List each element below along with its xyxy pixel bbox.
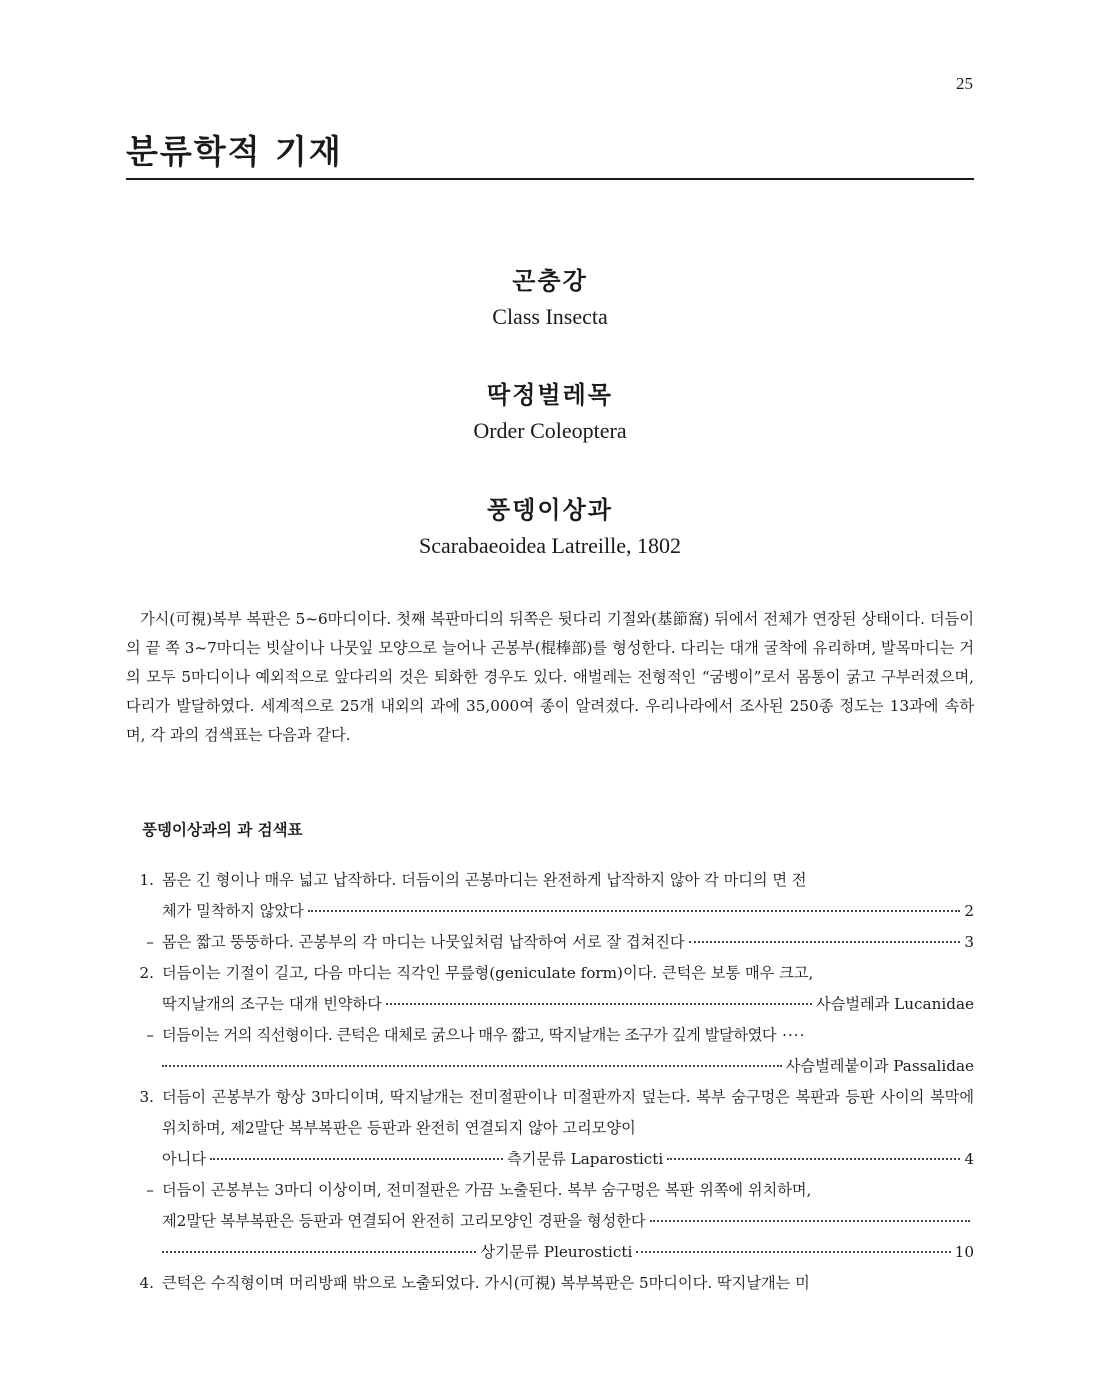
key-marker: – xyxy=(146,933,154,951)
dot-leader xyxy=(308,910,961,912)
superfamily-name-ko: 풍뎅이상과 xyxy=(487,495,613,524)
key-result: 사슴벌레붙이과 Passalidae xyxy=(785,1057,974,1075)
key-result: 10 xyxy=(954,1243,974,1261)
key-marker: 2. xyxy=(139,964,154,982)
key-text: 더듬이는 기절이 길고, 다음 마디는 직각인 무릎형(geniculate form)이다. 큰턱은 보통 매우 크고, xyxy=(162,964,814,982)
key-lead: 더듬이는 거의 직선형이다. 큰턱은 대체로 굵으나 매우 짧고, 딱지날개는 조구가 깊게 발달하였다 xyxy=(162,1026,777,1044)
key-entry-3 xyxy=(126,1082,974,1175)
key-marker: – xyxy=(146,1026,154,1044)
dot-leader xyxy=(210,1158,503,1160)
key-entry-1 xyxy=(126,865,974,927)
key-entry-4 xyxy=(126,1268,974,1299)
key-lead: 몸은 짧고 뚱뚱하다. 곤봉부의 각 마디는 나뭇잎처럼 납작하여 서로 잘 겹쳐진다 xyxy=(162,933,685,951)
page-number: 25 xyxy=(956,74,973,93)
key-result: 2 xyxy=(964,902,974,920)
key-marker: 1. xyxy=(139,871,154,889)
key-text: 더듬이 곤봉부가 항상 3마디이며, 딱지날개는 전미절판이나 미절판까지 덮는다. 복부 숨구멍은 복판과 등판 사이의 복막에 위치하며, 제2말단 복부복판은 등판과 완전히 연결되지 않아 고리모양이 xyxy=(162,1088,974,1137)
key-entry-1b xyxy=(126,927,974,958)
key-result: 사슴벌레과 Lucanidae xyxy=(815,995,974,1013)
key-text: 더듬이 곤봉부는 3마디 이상이며, 전미절판은 가끔 노출된다. 복부 숨구멍은 복판 위쪽에 위치하며, xyxy=(162,1181,812,1199)
key-title: 풍뎅이상과의 과 검색표 xyxy=(142,820,303,839)
dot-leader xyxy=(162,1251,476,1253)
dot-leader xyxy=(689,941,961,943)
order-heading xyxy=(126,380,974,446)
superfamily-heading xyxy=(126,495,974,561)
key-group: 상기문류 Pleurosticti xyxy=(480,1243,633,1261)
class-name-ko: 곤충강 xyxy=(512,266,588,295)
dot-leader xyxy=(162,1065,782,1067)
class-name-en: Class Insecta xyxy=(492,304,608,329)
dot-leader xyxy=(636,1251,950,1253)
key-lead: 딱지날개의 조구는 대개 빈약하다 xyxy=(162,995,382,1013)
key-text: 몸은 긴 형이나 매우 넓고 납작하다. 더듬이의 곤봉마디는 완전하게 납작하지 않아 각 마디의 면 전 xyxy=(162,871,807,889)
key-text: 큰턱은 수직형이며 머리방패 밖으로 노출되었다. 가시(可視) 복부복판은 5마디이다. 딱지날개는 미 xyxy=(162,1274,810,1292)
dot-leader xyxy=(650,1220,970,1222)
key-marker: 4. xyxy=(139,1274,154,1292)
dot-leader xyxy=(667,1158,960,1160)
key-result: 4 xyxy=(964,1150,974,1168)
key-group: 측기문류 Laparosticti xyxy=(507,1150,664,1168)
key-entry-3b xyxy=(126,1175,974,1268)
key-entry-2 xyxy=(126,958,974,1020)
dot-leader xyxy=(386,1003,812,1005)
identification-key xyxy=(126,865,974,1299)
key-marker: 3. xyxy=(139,1088,154,1106)
key-lead: 체가 밀착하지 않았다 xyxy=(162,902,304,920)
key-marker: – xyxy=(146,1181,154,1199)
intro-paragraph: 가시(可視)복부 복판은 5~6마디이다. 첫째 복판마디의 뒤쪽은 뒷다리 기절와(基節窩) 뒤에서 전체가 연장된 상태이다. 더듬이의 끝 쪽 3~7마디는 빗살이나 나뭇잎 모양으로 늘어나 곤봉부(棍棒部)를 형성한다. 다리는 대개 굴착에 유리하며, 발목마디는 거의 모두 5마디이나 예외적으로 앞다리의 것은 퇴화한 경우도 있다. 애벌레는 전형적인 “굼벵이”로서 몸통이 굵고 구부러졌으며, 다리가 발달하였다. 세계적으로 25개 내외의 과에 35,000여 종이 알려졌다. 우리나라에서 조사된 250종 정도는 13과에 속하며, 각 과의 검색표는 다음과 같다. xyxy=(126,610,974,744)
order-name-ko: 딱정벌레목 xyxy=(487,380,613,409)
key-result: 3 xyxy=(964,933,974,951)
key-entry-2b xyxy=(126,1020,974,1082)
superfamily-name-en: Scarabaeoidea Latreille, 1802 xyxy=(418,533,682,558)
class-heading xyxy=(126,266,974,332)
key-lead: 아니다 xyxy=(162,1150,207,1168)
order-name-en: Order Coleoptera xyxy=(473,418,627,443)
dot-leader-tail: ···· xyxy=(782,1026,806,1044)
key-lead: 제2말단 복부복판은 등판과 연결되어 완전히 고리모양인 경판을 형성한다 xyxy=(162,1212,646,1230)
chapter-title: 분류학적 기재 xyxy=(126,132,974,180)
